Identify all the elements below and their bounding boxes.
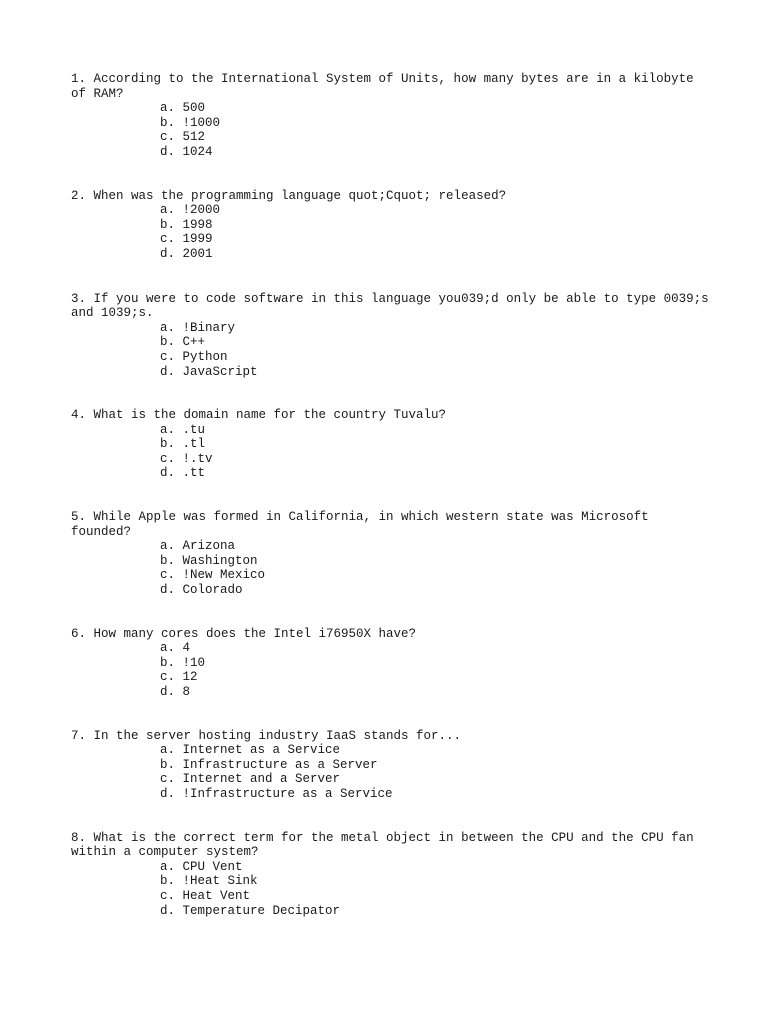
answer-option: a. 4 [160,641,191,656]
answer-options [71,641,711,699]
question-text: 2. When was the programming language quot;Cquot; released? [71,188,507,203]
answer-options [71,203,711,261]
answer-option: b. C++ [160,335,206,350]
answer-options [71,101,711,159]
answer-option: d. 1024 [160,144,213,159]
answer-option: c. 12 [160,670,198,685]
answer-options [71,423,711,481]
answer-option: c. 1999 [160,232,213,247]
answer-option: a. Internet as a Service [160,743,341,758]
answer-option: a. !2000 [160,203,221,218]
answer-option: c. !New Mexico [160,568,266,583]
answer-option: b. !10 [160,655,206,670]
question-5 [71,510,711,598]
quiz-document [71,72,717,918]
answer-option: b. 1998 [160,217,213,232]
answer-option: b. !1000 [160,115,221,130]
answer-options [71,743,711,801]
answer-option: d. JavaScript [160,364,258,379]
answer-option: c. Python [160,349,228,364]
answer-option: a. 500 [160,101,206,116]
answer-option: b. !Heat Sink [160,874,258,889]
answer-option: b. Infrastructure as a Server [160,757,378,772]
answer-option: c. 512 [160,130,206,145]
answer-option: b. .tl [160,437,206,452]
question-8 [71,831,711,919]
answer-option: d. Colorado [160,583,243,598]
question-text: 5. While Apple was formed in California, in which western state was Microsoft founded? [71,510,657,539]
answer-options [71,860,711,918]
question-text: 7. In the server hosting industry IaaS stands for... [71,728,462,743]
answer-option: a. !Binary [160,320,236,335]
question-2 [71,189,711,262]
answer-option: a. .tu [160,422,206,437]
question-4 [71,408,711,481]
question-text: 3. If you were to code software in this language you039;d only be able to type 0039;s and 1039;s. [71,291,717,321]
question-text: 4. What is the domain name for the country Tuvalu? [71,408,447,423]
answer-option: c. Internet and a Server [160,772,341,787]
question-6 [71,627,711,700]
answer-option: d. !Infrastructure as a Service [160,786,393,801]
answer-option: d. 2001 [160,246,213,261]
question-text: 8. What is the correct term for the metal object in between the CPU and the CPU fan within a computer system? [71,830,702,860]
answer-option: d. 8 [160,685,191,699]
answer-options [71,321,711,379]
question-text: 6. How many cores does the Intel i76950X have? [71,626,417,641]
answer-option: c. !.tv [160,451,213,466]
answer-option: a. CPU Vent [160,859,243,874]
question-1 [71,72,711,160]
answer-option: a. Arizona [160,539,236,554]
answer-option: c. Heat Vent [160,888,251,903]
answer-options [71,539,711,597]
question-7 [71,729,711,802]
answer-option: d. Temperature Decipator [160,903,341,918]
question-3 [71,291,717,380]
question-text: 1. According to the International System of Units, how many bytes are in a kilobyte of RAM? [71,72,702,101]
answer-option: b. Washington [160,553,258,568]
answer-option: d. .tt [160,466,206,481]
